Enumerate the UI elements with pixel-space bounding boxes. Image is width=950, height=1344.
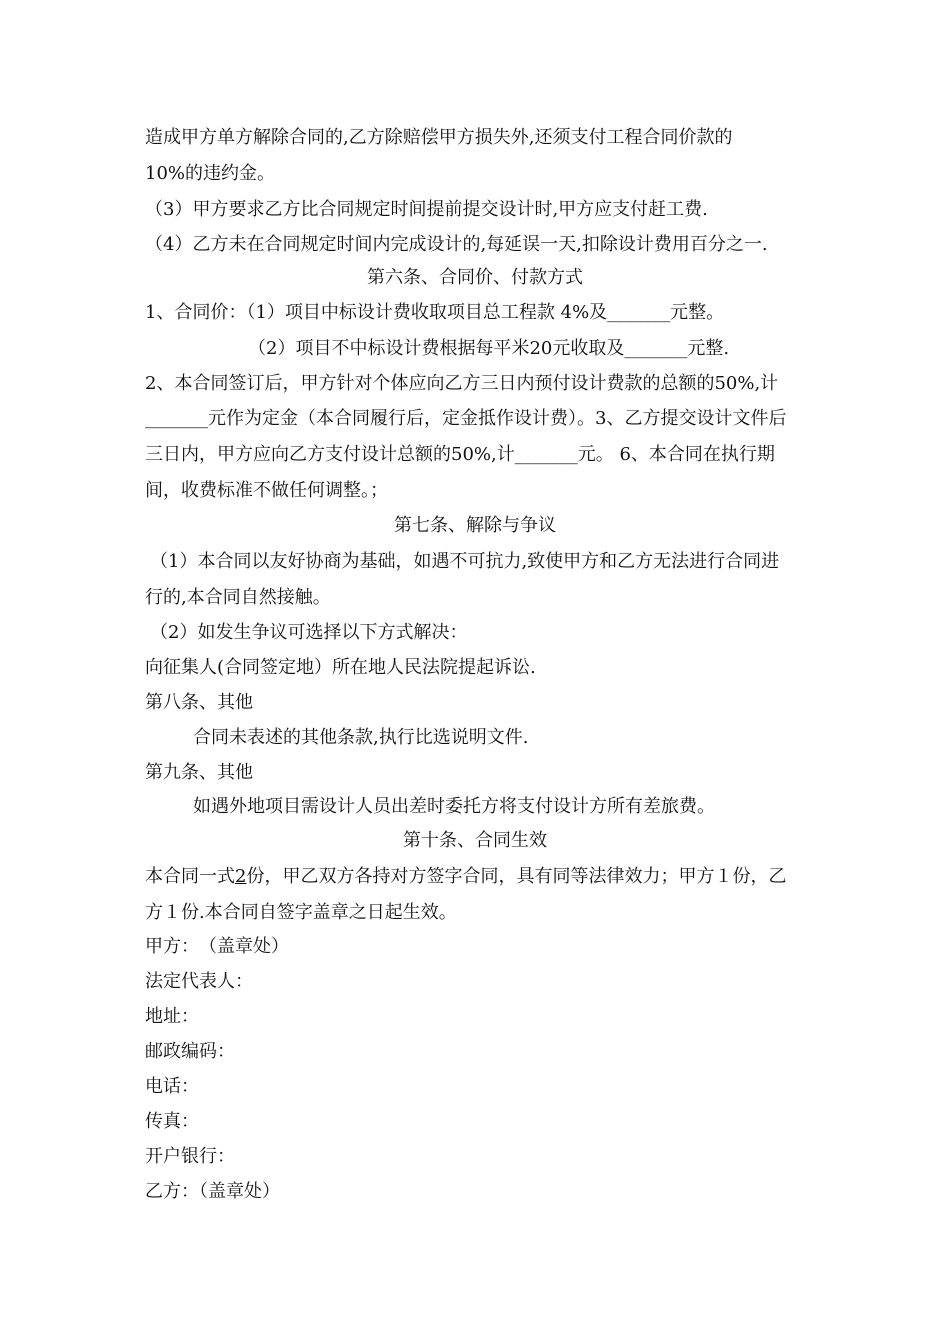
section-heading: 第八条、其他 xyxy=(145,692,253,713)
section-heading: 第九条、其他 xyxy=(145,762,253,783)
text-line: 10%的违约金。 xyxy=(145,163,276,184)
text-line: 如遇外地项目需设计人员出差时委托方将支付设计方所有差旅费。 xyxy=(193,796,715,817)
text-fragment: 本合同一式 xyxy=(145,866,235,887)
signature-line: 邮政编码： xyxy=(145,1041,235,1062)
text-line: 三日内，甲方应向乙方支付设计总额的50%,计_______元。 6、本合同在执行期 xyxy=(145,444,775,465)
text-line: （2）项目不中标设计费根据每平米20元收取及_______元整. xyxy=(248,338,730,359)
text-line: （3）甲方要求乙方比合同规定时间提前提交设计时,甲方应支付赶工费. xyxy=(145,199,708,220)
text-line: 向征集人(合同签定地）所在地人民法院提起诉讼. xyxy=(145,657,536,678)
signature-line: 甲方： （盖章处） xyxy=(145,936,289,957)
text-line xyxy=(145,865,786,889)
signature-line: 开户银行： xyxy=(145,1146,235,1167)
signature-line: 法定代表人： xyxy=(145,971,253,992)
section-heading: 第七条、解除与争议 xyxy=(394,515,556,536)
signature-line: 传真： xyxy=(145,1111,199,1132)
text-line: 造成甲方单方解除合同的,乙方除赔偿甲方损失外,还须支付工程合同价款的 xyxy=(145,127,733,148)
signature-line: 电话： xyxy=(145,1076,199,1097)
copies-value: 2 xyxy=(235,866,247,887)
text-line: 1、合同价：（1）项目中标设计费收取项目总工程款 4%及_______元整。 xyxy=(145,302,725,323)
text-line: 间，收费标准不做任何调整。； xyxy=(145,480,388,501)
text-line: （2）如发生争议可选择以下方式解决： xyxy=(150,622,468,643)
text-line: （4）乙方未在合同规定时间内完成设计的,每延误一天,扣除设计费用百分之一. xyxy=(145,234,768,255)
text-line: （1）本合同以友好协商为基础，如遇不可抗力,致使甲方和乙方无法进行合同进 xyxy=(150,551,780,572)
section-heading: 第六条、合同价、付款方式 xyxy=(367,267,583,288)
text-line: 方１份.本合同自签字盖章之日起生效。 xyxy=(145,902,457,923)
text-line: 行的,本合同自然接触。 xyxy=(145,587,331,608)
section-heading: 第十条、合同生效 xyxy=(403,830,547,851)
text-line: 2、本合同签订后，甲方针对个体应向乙方三日内预付设计费款的总额的50%,计 xyxy=(145,373,779,394)
text-fragment: 份，甲乙双方各持对方签字合同，具有同等法律效力；甲方１份，乙 xyxy=(246,866,787,887)
text-line: 合同未表述的其他条款,执行比选说明文件. xyxy=(193,727,529,748)
signature-line: 乙方：（盖章处） xyxy=(145,1181,280,1202)
signature-line: 地址： xyxy=(145,1006,199,1027)
text-line: _______元作为定金（本合同履行后，定金抵作设计费）。3、乙方提交设计文件后 xyxy=(145,408,787,429)
